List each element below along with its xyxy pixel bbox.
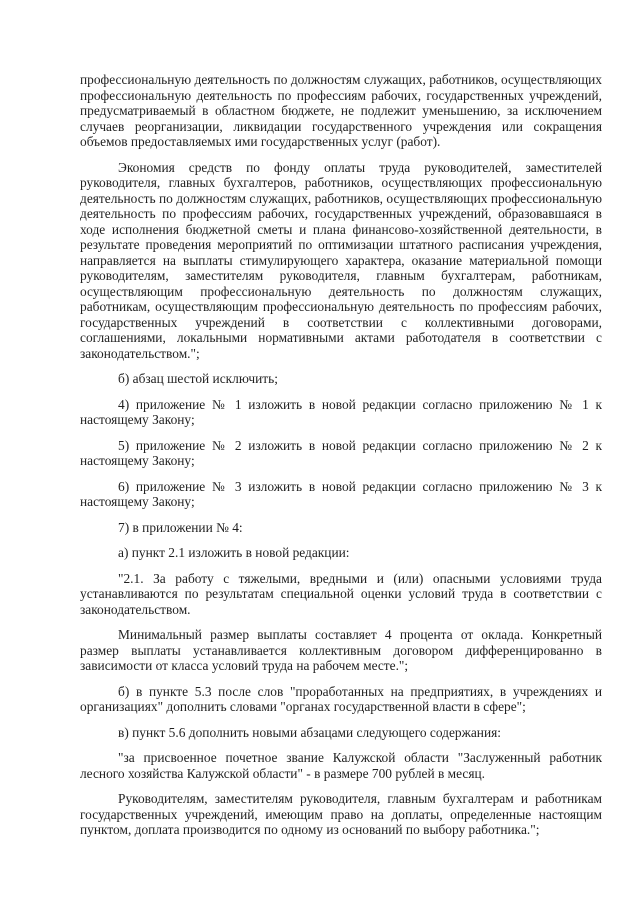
paragraph-4: 4) приложение № 1 изложить в новой редакции согласно приложению № 1 к настоящему Закону; xyxy=(80,396,602,427)
paragraph-3: б) абзац шестой исключить; xyxy=(118,371,278,386)
paragraph-5: 5) приложение № 2 изложить в новой редакции согласно приложению № 2 к настоящему Закону; xyxy=(80,437,602,468)
paragraph-13: "за присвоенное почетное звание Калужской области "Заслуженный работник лесного хозяйства Калужской области" - в размере 700 рублей в месяц. xyxy=(80,750,602,781)
paragraph-8: а) пункт 2.1 изложить в новой редакции: xyxy=(118,545,350,560)
paragraph-2: Экономия средств по фонду оплаты труда руководителей, заместителей руководителя, главных бухгалтеров, работников, осуществляющих профессиональную деятельность по должностям служащих, работников, осуществляющих профессиональную деятельность по профессиям рабочих, государственных учреждений, образовавшаяся в ходе исполнения бюджетной сметы и плана финансово-хозяйственной деятельности, в результате проведения мероприятий по оптимизации штатного расписания учреждения, направляется на выплаты стимулирующего характера, оказание материальной помощи руководителям, заместителям руководителя, главным бухгалтерам, работникам, осуществляющим профессиональную деятельность по должностям служащих, работникам, осуществляющим профессиональную деятельность по профессиям рабочих, государственных учреждений в соответствии с коллективными договорами, соглашениями, локальными нормативными актами работодателя в соответствии с законодательством."; xyxy=(80,159,602,361)
paragraph-7: 7) в приложении № 4: xyxy=(118,519,243,535)
paragraph-9: "2.1. За работу с тяжелыми, вредными и (или) опасными условиями труда устанавливаются по результатам специальной оценки условий труда в соответствии с законодательством. xyxy=(80,570,602,617)
paragraph-6: 6) приложение № 3 изложить в новой редакции согласно приложению № 3 к настоящему Закону; xyxy=(80,478,602,509)
paragraph-11: б) в пункте 5.3 после слов "проработанных на предприятиях, в учреждениях и организациях" дополнить словами "органах государственной власти в сфере"; xyxy=(80,683,602,714)
paragraph-14: Руководителям, заместителям руководителя, главным бухгалтерам и работникам государственных учреждений, имеющим право на доплаты, определенные настоящим пунктом, доплата производится по одному из оснований по выбору работника."; xyxy=(80,791,602,837)
paragraph-12: в) пункт 5.6 дополнить новыми абзацами следующего содержания: xyxy=(118,724,502,740)
paragraph-10: Минимальный размер выплаты составляет 4 процента от оклада. Конкретный размер выплаты устанавливается коллективным договором дифференцированно в зависимости от класса условий труда на рабочем месте."; xyxy=(80,627,602,673)
paragraph-1: профессиональную деятельность по должностям служащих, работников, осуществляющих профессиональную деятельность по профессиям рабочих, государственных учреждений, предусматриваемый в областном бюджете, не подлежит уменьшению, за исключением случаев реорганизации, ликвидации государственного учреждения или сокращения объемов предоставляемых ими государственных услуг (работ). xyxy=(80,72,602,149)
